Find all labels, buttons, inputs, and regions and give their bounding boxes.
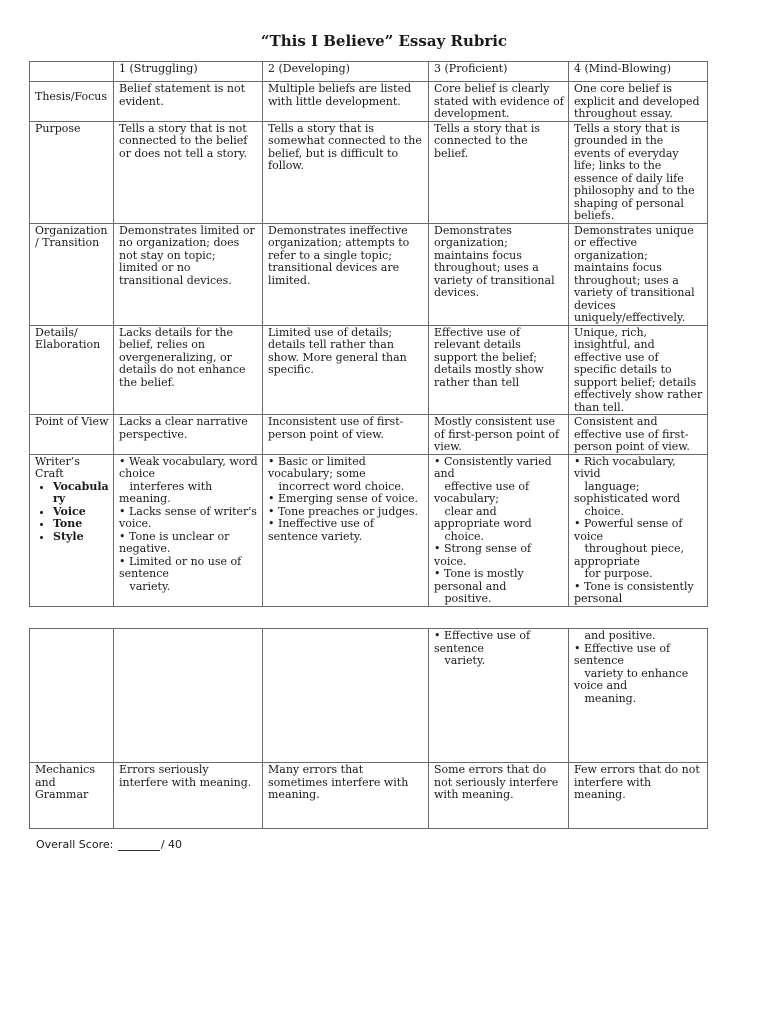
level-header-4: 4 (Mind-Blowing) — [569, 62, 708, 82]
craft-subitem: • Style — [53, 531, 109, 544]
mechanics-level-1: Errors seriously interfere with meaning. — [114, 763, 263, 829]
mechanics-level-3: Some errors that do not seriously interfere with meaning. — [429, 763, 569, 829]
craft-level-3: • Consistently varied and effective use of vocabulary; clear and appropriate word choice. • Strong sense of voice. • Tone is mostly personal and positive. — [429, 454, 569, 606]
header-row — [30, 62, 708, 82]
craft-level-1: • Weak vocabulary, word choice interferes with meaning. • Lacks sense of writer's voice. • Tone is unclear or negative. • Limited or no use of sentence variety. — [114, 454, 263, 606]
criterion-mechanics: Mechanics and Grammar — [30, 763, 114, 829]
details-level-3: Effective use of relevant details support the belief; details mostly show rather than tell — [429, 325, 569, 415]
rubric-table — [29, 61, 708, 607]
thesis-level-1: Belief statement is not evident. — [114, 82, 263, 122]
criterion-writers-craft — [30, 454, 114, 606]
criterion-thesis: Thesis/Focus — [30, 82, 114, 122]
row-purpose — [30, 121, 708, 223]
craft-subitems — [35, 481, 109, 544]
writers-craft-label: Writer’s Craft — [35, 454, 80, 480]
craft-level-4: • Rich vocabulary, vivid language; sophisticated word choice. • Powerful sense of voice throughout piece, appropriate for purpose. • Tone is consistently personal — [569, 454, 708, 606]
row-writers-craft — [30, 454, 708, 606]
score-blank[interactable] — [118, 839, 160, 851]
craft-subitem: • Vocabulary — [53, 481, 109, 506]
page-title: “This I Believe” Essay Rubric — [260, 32, 508, 50]
rubric-table-continued — [29, 628, 708, 829]
details-level-2: Limited use of details; details tell rather than show. More general than specific. — [263, 325, 429, 415]
thesis-level-2: Multiple beliefs are listed with little development. — [263, 82, 429, 122]
details-level-4: Unique, rich, insightful, and effective use of specific details to support belief; details effectively show rather than tell. — [569, 325, 708, 415]
pov-level-4: Consistent and effective use of first-person point of view. — [569, 415, 708, 455]
craft-level-2: • Basic or limited vocabulary; some incorrect word choice. • Emerging sense of voice. • Tone preaches or judges. • Ineffective use of sentence variety. — [263, 454, 429, 606]
craft-cont-level-4: and positive. • Effective use of sentence variety to enhance voice and meaning. — [569, 629, 708, 763]
craft-cont-level-1 — [114, 629, 263, 763]
pov-level-1: Lacks a clear narrative perspective. — [114, 415, 263, 455]
row-details — [30, 325, 708, 415]
overall-score-label: Overall Score: — [36, 838, 114, 851]
organization-level-3: Demonstrates organization; maintains focus throughout; uses a variety of transitional devices. — [429, 223, 569, 325]
organization-level-1: Demonstrates limited or no organization; does not stay on topic; limited or no transitional devices. — [114, 223, 263, 325]
row-organization — [30, 223, 708, 325]
mechanics-level-4: Few errors that do not interfere with meaning. — [569, 763, 708, 829]
organization-level-4: Demonstrates unique or effective organization; maintains focus throughout; uses a variety of transitional devices uniquely/effectively. — [569, 223, 708, 325]
row-writers-craft-continued — [30, 629, 708, 763]
craft-cont-level-3: • Effective use of sentence variety. — [429, 629, 569, 763]
organization-level-2: Demonstrates ineffective organization; attempts to refer to a single topic; transitional devices are limited. — [263, 223, 429, 325]
craft-cont-criterion — [30, 629, 114, 763]
pov-level-3: Mostly consistent use of first-person point of view. — [429, 415, 569, 455]
criterion-organization: Organization/ Transition — [30, 223, 114, 325]
mechanics-level-2: Many errors that sometimes interfere with meaning. — [263, 763, 429, 829]
thesis-level-4: One core belief is explicit and developed throughout essay. — [569, 82, 708, 122]
criterion-details: Details/ Elaboration — [30, 325, 114, 415]
overall-score — [36, 838, 182, 851]
purpose-level-3: Tells a story that is connected to the belief. — [429, 121, 569, 223]
pov-level-2: Inconsistent use of first-person point of view. — [263, 415, 429, 455]
craft-subitem: • Voice — [53, 506, 109, 519]
row-thesis — [30, 82, 708, 122]
criterion-point-of-view: Point of View — [30, 415, 114, 455]
row-mechanics — [30, 763, 708, 829]
purpose-level-1: Tells a story that is not connected to the belief or does not tell a story. — [114, 121, 263, 223]
corner-cell — [30, 62, 114, 82]
purpose-level-4: Tells a story that is grounded in the events of everyday life; links to the essence of daily life philosophy and to the shaping of personal beliefs. — [569, 121, 708, 223]
thesis-level-3: Core belief is clearly stated with evidence of development. — [429, 82, 569, 122]
craft-subitem: • Tone — [53, 518, 109, 531]
row-point-of-view — [30, 415, 708, 455]
level-header-2: 2 (Developing) — [263, 62, 429, 82]
overall-score-total: / 40 — [160, 838, 183, 851]
details-level-1: Lacks details for the belief, relies on overgeneralizing, or details do not enhance the belief. — [114, 325, 263, 415]
craft-cont-level-2 — [263, 629, 429, 763]
level-header-3: 3 (Proficient) — [429, 62, 569, 82]
criterion-purpose: Purpose — [30, 121, 114, 223]
purpose-level-2: Tells a story that is somewhat connected to the belief, but is difficult to follow. — [263, 121, 429, 223]
level-header-1: 1 (Struggling) — [114, 62, 263, 82]
